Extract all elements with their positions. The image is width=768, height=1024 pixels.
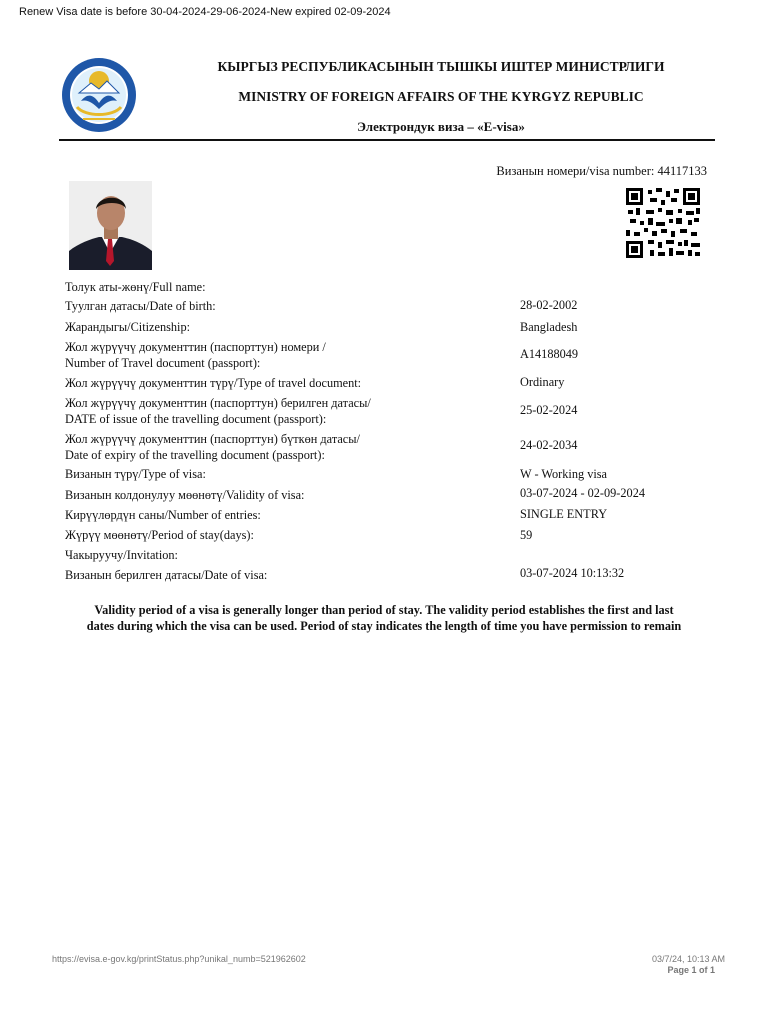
ministry-title-kyrgyz: КЫРГЫЗ РЕСПУБЛИКАСЫНЫН ТЫШКЫ ИШТЕР МИНИСТРЛИГИ — [217, 59, 665, 74]
issue-date-label-en: DATE of issue of the travelling document (passport): — [65, 412, 327, 426]
validity-notice-line-2: dates during which the visa can be used. Period of stay indicates the length of time you have permission to remain — [86, 619, 682, 633]
issue-date-label: Жол жүрүүчү документтин (паспорттун) берилген датасы/ — [65, 396, 371, 410]
kyrgyz-emblem-icon — [59, 57, 139, 133]
validity-notice-line-1: Validity period of a visa is generally longer than period of stay. The validity period establishes the first and last — [94, 603, 674, 617]
period-of-stay-label: Жүрүү мөөнөтү/Period of stay(days): — [65, 528, 254, 542]
document-type-value: Ordinary — [520, 375, 565, 389]
footer-print-date: 03/7/24, 10:13 AM — [651, 954, 725, 964]
expiry-date-value: 24-02-2034 — [520, 438, 578, 452]
qr-code-icon — [626, 188, 700, 258]
expiry-date-label-en: Date of expiry of the travelling document (passport): — [65, 448, 325, 462]
date-of-birth-value: 28-02-2002 — [520, 298, 578, 312]
invitation-label: Чакыруучу/Invitation: — [65, 548, 178, 562]
visa-type-label: Визанын түрү/Type of visa: — [65, 467, 206, 481]
date-of-visa-value: 03-07-2024 10:13:32 — [520, 566, 625, 580]
visa-validity-value: 03-07-2024 - 02-09-2024 — [520, 486, 645, 500]
applicant-photo — [69, 181, 152, 270]
issue-date-value: 25-02-2024 — [520, 403, 578, 417]
expiry-date-label: Жол жүрүүчү документтин (паспорттун) бүткөн датасы/ — [65, 432, 360, 446]
entries-label: Кирүүлөрдүн саны/Number of entries: — [65, 508, 261, 522]
ministry-title-english: MINISTRY OF FOREIGN AFFAIRS OF THE KYRGYZ REPUBLIC — [238, 89, 644, 104]
citizenship-label: Жарандыгы/Citizenship: — [65, 320, 191, 334]
footer-page-number: Page 1 of 1 — [667, 965, 715, 975]
browser-print-title: Renew Visa date is before 30-04-2024-29-06-2024-New expired 02-09-2024 — [19, 6, 391, 18]
citizenship-value: Bangladesh — [520, 320, 578, 334]
date-of-birth-label: Туулган датасы/Date of birth: — [65, 299, 216, 313]
passport-number-label-en: Number of Travel document (passport): — [65, 356, 261, 370]
visa-number: Визанын номери/visa number: 44117133 — [496, 164, 707, 178]
document-type-label: Жол жүрүүчү документтин түрү/Type of travel document: — [65, 376, 362, 390]
document-subtitle: Электрондук виза – «E-visa» — [357, 119, 525, 134]
passport-number-value: A14188049 — [520, 347, 579, 361]
passport-number-label: Жол жүрүүчү документтин (паспорттун) номери / — [65, 340, 326, 354]
date-of-visa-label: Визанын берилген датасы/Date of visa: — [65, 568, 268, 582]
validity-notice — [58, 602, 710, 634]
entries-value: SINGLE ENTRY — [520, 507, 608, 521]
header-divider — [59, 139, 715, 141]
footer-url: https://evisa.e-gov.kg/printStatus.php?unikal_numb=521962602 — [52, 954, 306, 964]
visa-type-value: W - Working visa — [520, 467, 608, 481]
full-name-label: Толук аты-жөнү/Full name: — [65, 280, 206, 294]
visa-validity-label: Визанын колдонулуу мөөнөтү/Validity of visa: — [65, 488, 305, 502]
period-of-stay-value: 59 — [520, 528, 533, 542]
